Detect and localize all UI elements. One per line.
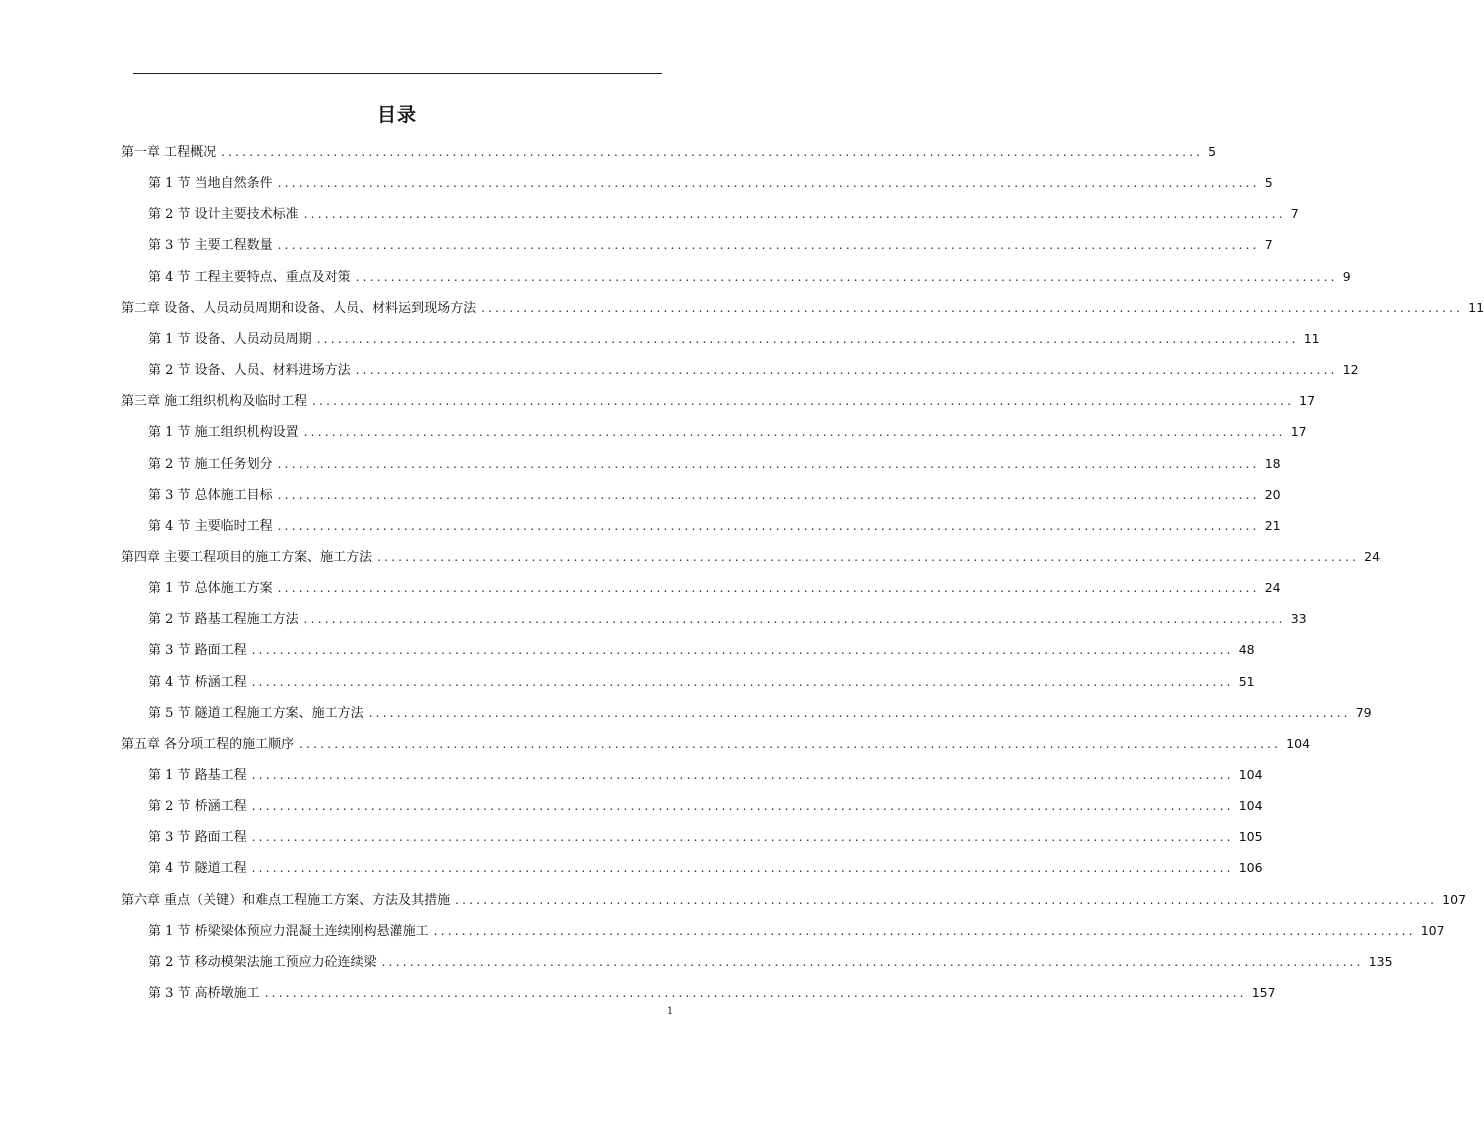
toc-entry-page-number: 33 <box>1290 611 1307 627</box>
header-rule <box>133 73 662 74</box>
toc-entry-label: 第 2 节 路基工程施工方法 <box>148 612 299 628</box>
toc-entry-page-number: 135 <box>1368 953 1393 969</box>
toc-section-entry[interactable] <box>148 791 1263 821</box>
toc-leader-dots: ............................................................................................................................................ <box>481 300 1464 315</box>
toc-entry-page-number: 5 <box>1264 175 1273 191</box>
toc-entry-page-number: 105 <box>1238 829 1263 845</box>
toc-section-entry[interactable] <box>148 760 1263 790</box>
toc-leader-dots: ............................................................................................................................................ <box>433 923 1416 938</box>
toc-leader-dots: ............................................................................................................................................ <box>264 986 1247 1001</box>
toc-leader-dots: ............................................................................................................................................ <box>277 456 1260 471</box>
toc-entry-page-number: 24 <box>1264 580 1281 596</box>
toc-entry-label: 第 1 节 路基工程 <box>148 768 247 783</box>
toc-entry-label: 第 2 节 施工任务划分 <box>148 456 273 472</box>
toc-entry-page-number: 9 <box>1342 268 1351 284</box>
toc-section-entry[interactable] <box>148 573 1281 603</box>
toc-entry-page-number: 48 <box>1238 642 1255 658</box>
toc-section-entry[interactable] <box>148 480 1281 510</box>
toc-leader-dots: ............................................................................................................................................ <box>251 768 1234 782</box>
toc-entry-page-number: 7 <box>1290 206 1299 222</box>
toc-entry-page-number: 106 <box>1238 860 1263 876</box>
toc-section-entry[interactable] <box>148 168 1273 198</box>
toc-leader-dots: ............................................................................................................................................ <box>355 269 1338 284</box>
toc-section-entry[interactable] <box>148 822 1263 852</box>
toc-leader-dots: ............................................................................................................................................ <box>277 176 1260 191</box>
toc-entry-label: 第 3 节 高桥墩施工 <box>148 986 260 1002</box>
toc-entry-label: 第 2 节 桥涵工程 <box>148 799 247 815</box>
toc-section-entry[interactable] <box>148 417 1307 447</box>
toc-entry-label: 第 4 节 工程主要特点、重点及对策 <box>148 269 351 285</box>
toc-section-entry[interactable] <box>148 355 1359 385</box>
toc-leader-dots: ............................................................................................................................................ <box>251 674 1234 689</box>
toc-leader-dots: ............................................................................................................................................ <box>277 487 1260 502</box>
toc-section-entry[interactable] <box>148 449 1281 479</box>
toc-section-entry[interactable] <box>148 604 1307 634</box>
toc-leader-dots: ............................................................................................................................................ <box>251 830 1234 845</box>
toc-leader-dots: ............................................................................................................................................ <box>251 799 1234 814</box>
toc-section-entry[interactable] <box>148 667 1255 697</box>
toc-section-entry[interactable] <box>148 230 1273 260</box>
toc-entry-label: 第三章 施工组织机构及临时工程 <box>121 394 308 410</box>
toc-entry-label: 第二章 设备、人员动员周期和设备、人员、材料运到现场方法 <box>121 300 477 316</box>
toc-leader-dots: ............................................................................................................................................ <box>368 705 1351 720</box>
toc-entry-label: 第五章 各分项工程的施工顺序 <box>121 736 295 752</box>
toc-entry-label: 第 1 节 当地自然条件 <box>148 176 273 192</box>
toc-entry-label: 第 4 节 隧道工程 <box>148 861 247 877</box>
toc-leader-dots: ............................................................................................................................................ <box>312 394 1295 409</box>
toc-entry-page-number: 12 <box>1342 362 1359 378</box>
toc-entry-page-number: 17 <box>1299 393 1316 409</box>
toc-leader-dots: ............................................................................................................................................ <box>251 643 1234 658</box>
toc-chapter-entry[interactable] <box>121 137 1217 167</box>
toc-entry-label: 第 4 节 桥涵工程 <box>148 674 247 690</box>
toc-leader-dots: ............................................................................................................................................ <box>316 331 1299 346</box>
toc-entry-label: 第 2 节 设计主要技术标准 <box>148 207 299 223</box>
toc-entry-label: 第六章 重点（关键）和难点工程施工方案、方法及其措施 <box>121 892 451 908</box>
toc-entry-label: 第 3 节 路面工程 <box>148 830 247 846</box>
toc-entry-page-number: 107 <box>1442 891 1467 907</box>
toc-entry-page-number: 24 <box>1364 548 1381 564</box>
toc-chapter-entry[interactable] <box>121 542 1381 572</box>
toc-entry-page-number: 17 <box>1290 424 1307 440</box>
toc-entry-page-number: 79 <box>1355 704 1372 720</box>
toc-section-entry[interactable] <box>148 262 1351 292</box>
toc-section-entry[interactable] <box>148 324 1320 354</box>
toc-entry-label: 第 3 节 路面工程 <box>148 643 247 659</box>
toc-leader-dots: ............................................................................................................................................ <box>277 518 1260 533</box>
toc-chapter-entry[interactable] <box>121 293 1484 323</box>
toc-entry-label: 第 1 节 桥梁梁体预应力混凝土连续刚构悬灌施工 <box>148 923 429 939</box>
toc-entry-label: 第 1 节 总体施工方案 <box>148 581 273 597</box>
toc-entry-label: 第一章 工程概况 <box>121 145 217 160</box>
toc-entry-page-number: 11 <box>1303 330 1320 346</box>
toc-section-entry[interactable] <box>148 947 1393 977</box>
toc-entry-label: 第 2 节 设备、人员、材料进场方法 <box>148 363 351 379</box>
toc-entry-label: 第 4 节 主要临时工程 <box>148 518 273 534</box>
toc-section-entry[interactable] <box>148 853 1263 883</box>
toc-leader-dots: ............................................................................................................................................ <box>303 207 1286 222</box>
toc-entry-label: 第 1 节 设备、人员动员周期 <box>148 331 312 347</box>
toc-entry-page-number: 157 <box>1251 985 1276 1001</box>
toc-chapter-entry[interactable] <box>121 386 1316 416</box>
toc-entry-label: 第四章 主要工程项目的施工方案、施工方法 <box>121 549 373 565</box>
toc-title: 目录 <box>376 104 417 126</box>
toc-entry-page-number: 5 <box>1208 144 1217 159</box>
toc-entry-page-number: 107 <box>1420 922 1445 938</box>
toc-entry-label: 第 3 节 主要工程数量 <box>148 238 273 254</box>
page-number: 1 <box>666 1006 674 1017</box>
toc-section-entry[interactable] <box>148 978 1276 1008</box>
toc-chapter-entry[interactable] <box>121 729 1311 759</box>
toc-entry-page-number: 7 <box>1264 237 1273 253</box>
toc-section-entry[interactable] <box>148 916 1445 946</box>
toc-entry-label: 第 1 节 施工组织机构设置 <box>148 425 299 441</box>
toc-entry-page-number: 104 <box>1238 767 1263 782</box>
toc-entry-page-number: 104 <box>1286 735 1311 751</box>
toc-entry-page-number: 21 <box>1264 517 1281 533</box>
toc-leader-dots: ............................................................................................................................................ <box>381 954 1364 969</box>
toc-leader-dots: ............................................................................................................................................ <box>455 892 1438 907</box>
toc-section-entry[interactable] <box>148 698 1372 728</box>
toc-leader-dots: ............................................................................................................................................ <box>251 861 1234 876</box>
toc-leader-dots: ............................................................................................................................................ <box>355 363 1338 378</box>
toc-entry-label: 第 3 节 总体施工目标 <box>148 487 273 503</box>
toc-entry-label: 第 2 节 移动模架法施工预应力砼连续梁 <box>148 954 377 970</box>
toc-leader-dots: ............................................................................................................................................ <box>277 581 1260 596</box>
toc-leader-dots: ............................................................................................................................................ <box>303 612 1286 627</box>
toc-entry-page-number: 18 <box>1264 455 1281 471</box>
toc-entry-page-number: 51 <box>1238 673 1255 689</box>
toc-section-entry[interactable] <box>148 511 1281 541</box>
toc-leader-dots: ............................................................................................................................................ <box>303 425 1286 440</box>
toc-leader-dots: ............................................................................................................................................ <box>277 238 1260 253</box>
toc-entry-page-number: 20 <box>1264 486 1281 502</box>
toc-entry-label: 第 5 节 隧道工程施工方案、施工方法 <box>148 705 364 721</box>
toc-chapter-entry[interactable] <box>121 885 1467 915</box>
toc-section-entry[interactable] <box>148 635 1255 665</box>
toc-leader-dots: ............................................................................................................................................ <box>377 549 1360 564</box>
toc-entry-page-number: 104 <box>1238 798 1263 814</box>
toc-entry-page-number: 11 <box>1468 299 1484 315</box>
toc-leader-dots: ............................................................................................................................................ <box>221 145 1204 159</box>
toc-leader-dots: ............................................................................................................................................ <box>299 736 1282 751</box>
toc-section-entry[interactable] <box>148 199 1299 229</box>
